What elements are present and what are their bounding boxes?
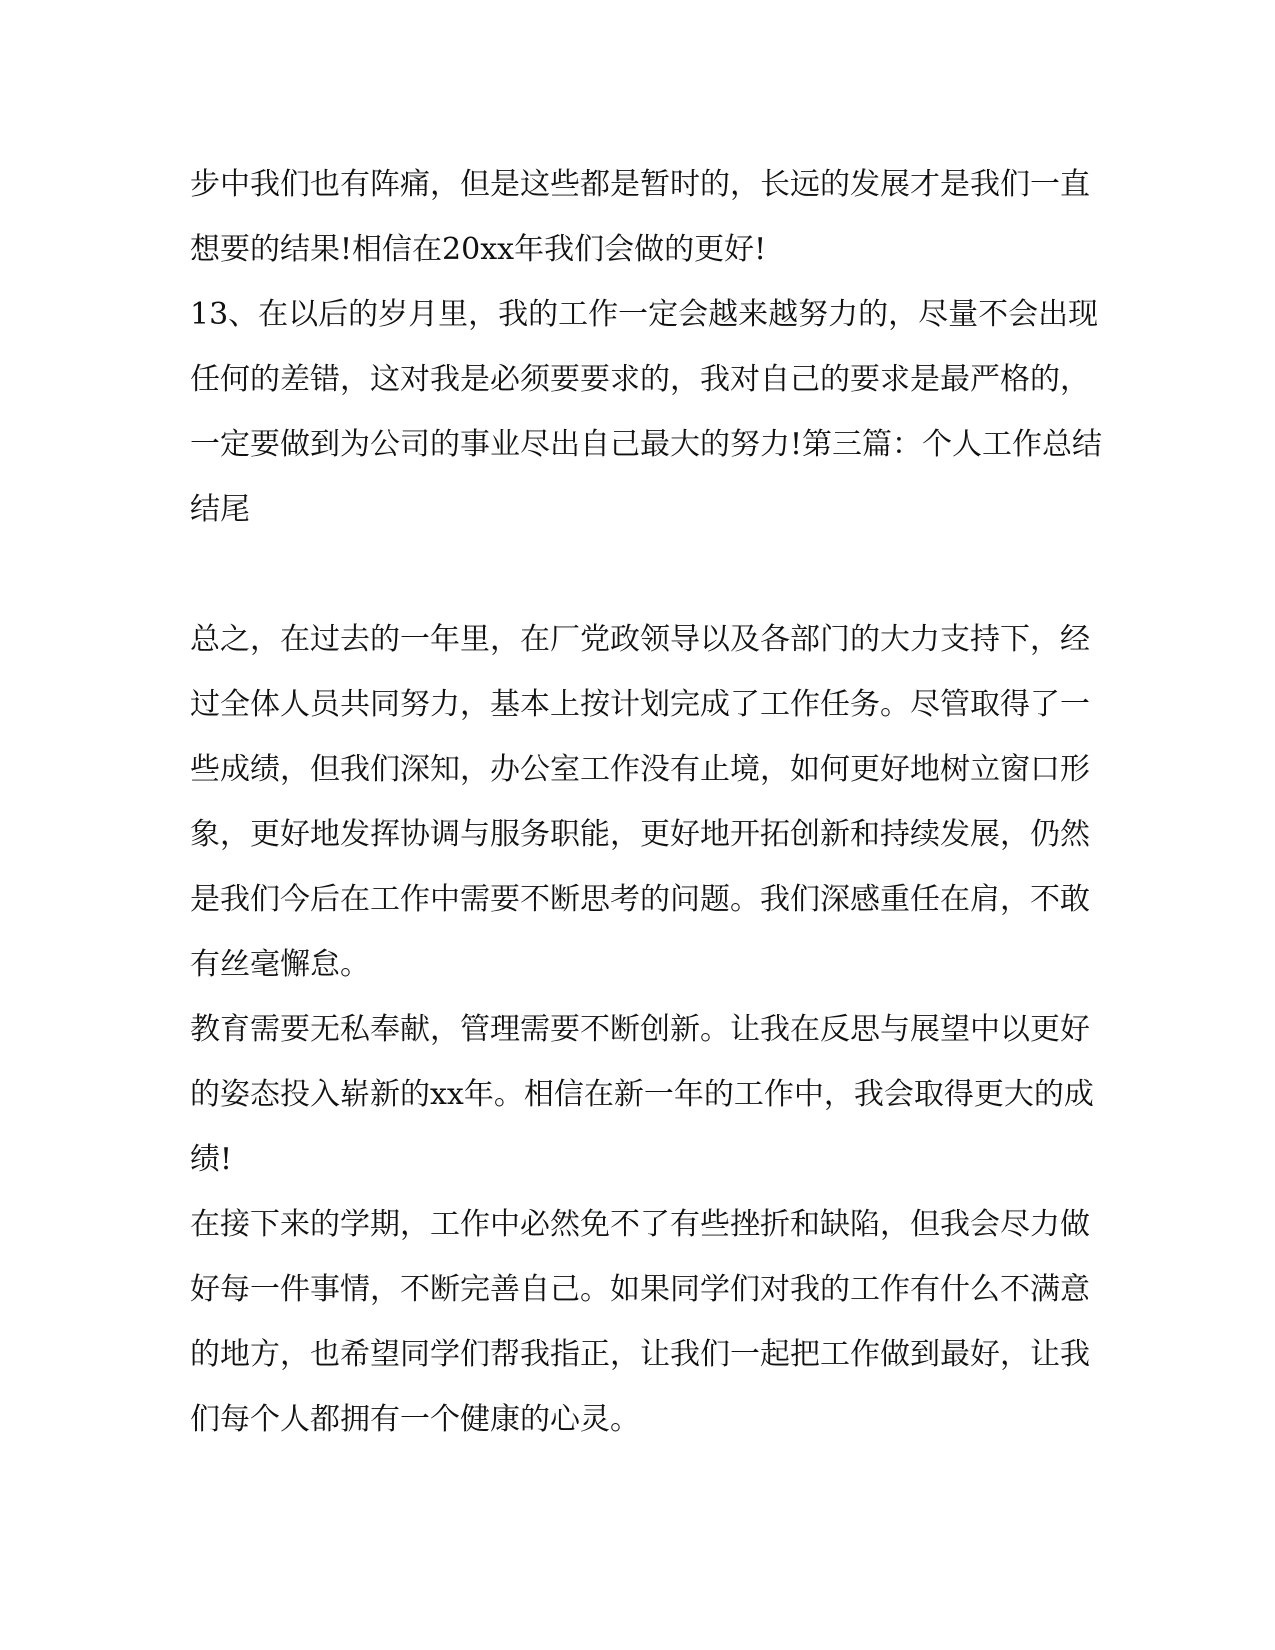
document-body — [190, 152, 1103, 1452]
text-line: 的地方，也希望同学们帮我指正，让我们一起把工作做到最好，让我 — [190, 1337, 1090, 1372]
text-line: 过全体人员共同努力，基本上按计划完成了工作任务。尽管取得了一 — [190, 687, 1090, 722]
text-line: 是我们今后在工作中需要不断思考的问题。我们深感重任在肩，不敢 — [190, 882, 1090, 917]
text-line: 们每个人都拥有一个健康的心灵。 — [190, 1402, 640, 1437]
text-line: 总之，在过去的一年里，在厂党政领导以及各部门的大力支持下，经 — [190, 622, 1090, 657]
text-line: 象，更好地发挥协调与服务职能，更好地开拓创新和持续发展，仍然 — [190, 817, 1090, 852]
text-line: 好每一件事情，不断完善自己。如果同学们对我的工作有什么不满意 — [190, 1272, 1090, 1307]
text-line: 有丝毫懈怠。 — [190, 947, 370, 982]
text-line: 结尾 — [190, 492, 250, 527]
paragraph-gap — [190, 542, 1090, 607]
text-line: 想要的结果!相信在20xx年我们会做的更好! — [190, 232, 767, 267]
text-line: 绩! — [190, 1142, 233, 1177]
text-line: 在接下来的学期，工作中必然免不了有些挫折和缺陷，但我会尽力做 — [190, 1207, 1090, 1242]
text-line: 13、在以后的岁月里，我的工作一定会越来越努力的，尽量不会出现 — [190, 297, 1099, 332]
text-line: 教育需要无私奉献，管理需要不断创新。让我在反思与展望中以更好 — [190, 1012, 1090, 1047]
text-line: 任何的差错，这对我是必须要要求的，我对自己的要求是最严格的， — [190, 362, 1090, 397]
text-line: 些成绩，但我们深知，办公室工作没有止境，如何更好地树立窗口形 — [190, 752, 1090, 787]
text-line: 步中我们也有阵痛，但是这些都是暂时的，长远的发展才是我们一直 — [190, 167, 1090, 202]
text-line: 一定要做到为公司的事业尽出自己最大的努力!第三篇：个人工作总结 — [190, 427, 1103, 462]
text-line: 的姿态投入崭新的xx年。相信在新一年的工作中，我会取得更大的成 — [190, 1077, 1094, 1112]
